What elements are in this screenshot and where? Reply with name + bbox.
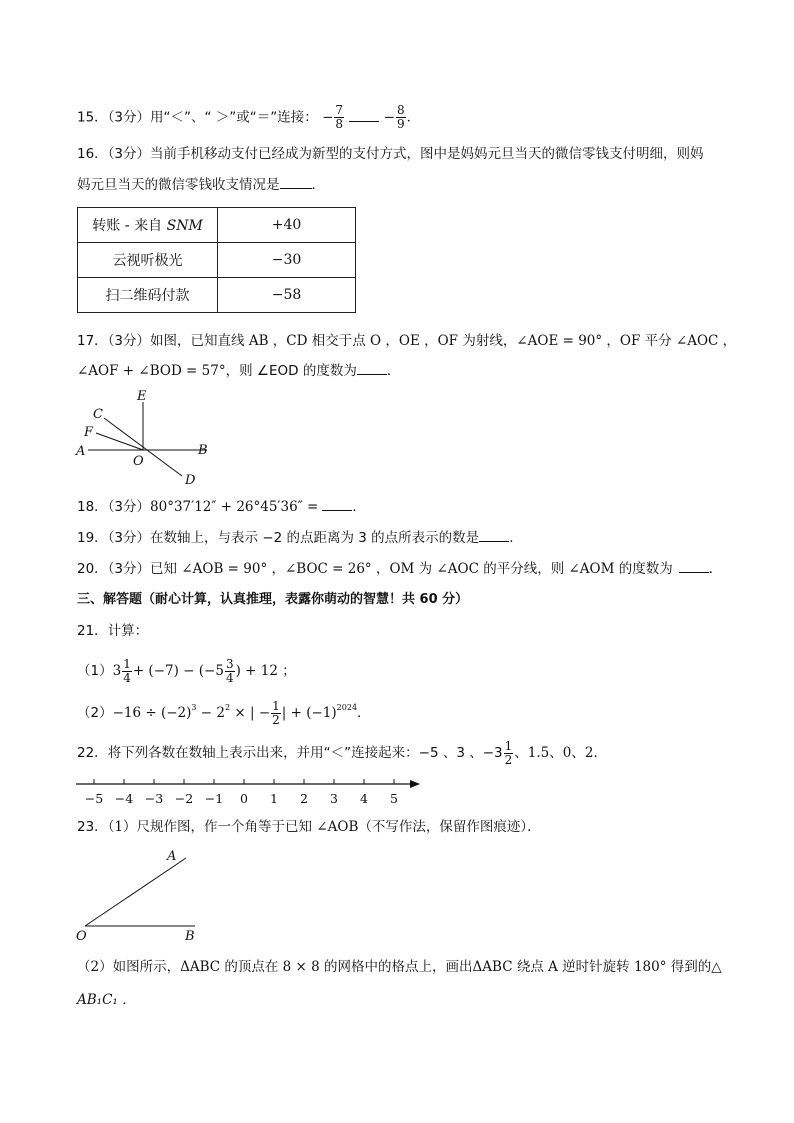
answer-blank[interactable] (679, 559, 709, 573)
number-line-ticks (85, 779, 398, 806)
section-title: 三、解答题（耐心计算，认真推理，表露你萌动的智慧！共 60 分） (77, 592, 469, 607)
score: （3分） (107, 146, 151, 162)
number-line-tick-label: −3 (144, 791, 164, 806)
question-text: 如图，已知直线 AB ，CD 相交于点 O ，OE ，OF 为射线，∠AOE = 90° ，OF 平分 ∠AOC ， (150, 333, 737, 349)
question-number: 15． (77, 109, 108, 126)
number-line-tick-label: −1 (204, 791, 224, 806)
minus-sign: − (383, 109, 395, 126)
question-number: 19． (77, 530, 108, 546)
label-a: A (167, 849, 177, 864)
label-o: O (76, 929, 87, 944)
question-number: 16． (77, 146, 108, 162)
minus-sign: − (322, 109, 334, 126)
question-21-part2: $(2)-16 \div (-2)^3 - 2^2$ × | − $\frac{1}{2}$ | + $(-1)^{2024}$． (77, 698, 371, 727)
label-b: B (185, 929, 195, 944)
label-a: A (76, 444, 86, 459)
angle-figure-23 (74, 847, 214, 947)
question-number: 17． (77, 333, 108, 349)
answer-blank[interactable] (357, 361, 387, 375)
answer-blank[interactable] (349, 108, 379, 122)
number-line-tick-label: −5 (84, 791, 104, 806)
question-20: 20．（3分）已知 ∠AOB = 90° ，∠BOC = 26° ，OM 为 ∠AOC 的平分线，则 ∠AOM 的度数为 ． (77, 561, 723, 577)
number-line-tick-label: 4 (360, 791, 368, 806)
question-number: 22． (77, 745, 108, 761)
arrow-right-icon (410, 780, 420, 788)
table-row: 云视听极光 −30 (78, 243, 356, 278)
question-15: 15．（3分）用“＜”、“ ＞”或“＝”连接： − $\frac{7}{8}$ − $\frac{8}{9}$ ． (77, 103, 421, 131)
question-23-part2: （2）如图所示，ΔABC 的顶点在 8 × 8 的网格中的格点上，画出ΔABC 绕点 A 逆时针旋转 180° 得到的△ (77, 959, 722, 975)
label-d: D (185, 473, 196, 488)
ray-oa (85, 858, 186, 926)
answer-blank[interactable] (479, 528, 509, 542)
question-number: 23． (77, 819, 108, 835)
number-line-tick-label: 5 (390, 791, 398, 806)
number-line-tick-label: 1 (270, 791, 278, 806)
score: （3分） (107, 561, 151, 577)
question-23-part2-line2: AB₁C₁ ． (77, 992, 136, 1008)
score: （3分） (107, 109, 151, 126)
fraction-a: $\frac{7}{8}$ (335, 103, 344, 131)
label-e: E (137, 389, 147, 404)
table-row: 转账 - 来自 SNM +40 (78, 208, 356, 243)
question-18: 18．（3分）80°37′12″ + 26°45′36″ = ． (77, 499, 366, 515)
question-number: 20． (77, 561, 108, 577)
number-line-tick-label: 3 (330, 791, 338, 806)
question-19: 19．（3分）在数轴上，与表示 −2 的点距离为 3 的点所表示的数是 ． (77, 530, 523, 546)
number-line-tick-label: −4 (114, 791, 134, 806)
question-22: 22．将下列各数在数轴上表示出来，并用“＜”连接起来：−5 、3 、−3 $\frac{1}{2}$ 、1.5、0、2． (77, 738, 607, 767)
label-o: O (133, 454, 144, 469)
number-line (74, 775, 434, 809)
label-f: F (84, 425, 94, 440)
label-c: C (93, 407, 103, 422)
question-17-line2: ∠AOF + ∠BOD = 57°，则 ∠EOD 的度数为 ． (77, 363, 401, 379)
question-number: 21． (77, 623, 108, 639)
answer-blank[interactable] (280, 175, 312, 189)
question-21-part1: （1）3 $\frac{1}{4}$ + (−7) − (−5 $\frac{3}{4}$ ) + 12 ； (77, 656, 296, 685)
angle-figure-17 (72, 388, 222, 488)
label-b: B (198, 443, 208, 458)
table-row: 扫二维码付款 −58 (78, 278, 356, 313)
question-text: 当前手机移动支付已经成为新型的支付方式，图中是妈妈元旦当天的微信零钱支付明细，则妈 (150, 146, 704, 162)
score: （3分） (107, 333, 151, 349)
score: （3分） (107, 530, 151, 546)
number-line-tick-label: −2 (174, 791, 194, 806)
question-text: 用“＜”、“ ＞”或“＝”连接： (150, 109, 318, 126)
question-23: 23．（1）尺规作图，作一个角等于已知 ∠AOB（不写作法，保留作图痕迹）． (77, 819, 541, 835)
number-line-tick-label: 0 (240, 791, 248, 806)
fraction-b: $\frac{8}{9}$ (396, 103, 405, 131)
question-16 (77, 144, 704, 164)
question-number: 18． (77, 499, 108, 515)
question-21: 21．计算： (77, 623, 149, 639)
question-16-line2: 妈元旦当天的微信零钱收支情况是 ． (77, 177, 325, 193)
question-17 (77, 331, 736, 351)
payment-table (77, 207, 356, 313)
number-line-tick-label: 2 (300, 791, 308, 806)
score: （3分） (107, 499, 151, 515)
answer-blank[interactable] (322, 497, 352, 511)
